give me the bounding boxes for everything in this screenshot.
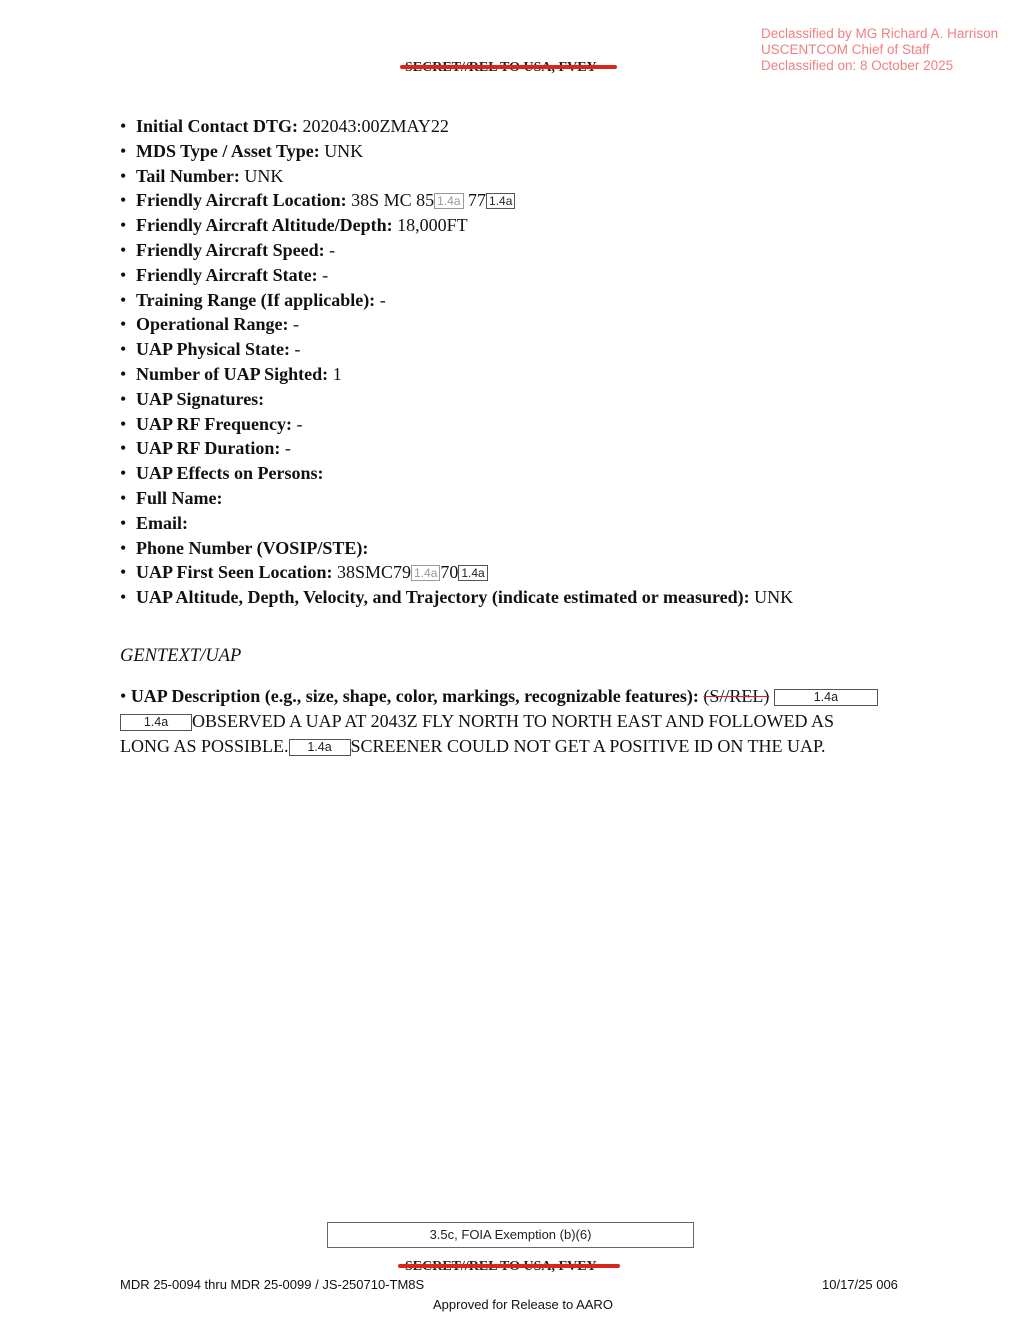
field-uap-rf-frequency: [120, 412, 960, 437]
field-value: -: [294, 339, 301, 360]
field-value: 38S MC 85: [351, 190, 435, 211]
section-heading: GENTEXT/UAP: [120, 646, 242, 666]
field-training-range: [120, 288, 960, 313]
redaction-box: 1.4a: [411, 565, 440, 581]
field-value: 70: [440, 562, 459, 583]
description-label: UAP Description (e.g., size, shape, color, markings, recognizable features):: [130, 686, 699, 706]
bottom-classification-strike: [398, 1264, 620, 1268]
field-label: Phone Number (VOSIP/STE):: [136, 537, 369, 558]
field-label: Number of UAP Sighted:: [136, 363, 329, 384]
description-text: LONG AS POSSIBLE.: [120, 736, 289, 756]
foia-exemption-box: 3.5c, FOIA Exemption (b)(6): [327, 1222, 694, 1248]
field-tail-number: [120, 164, 960, 189]
footer-release-note: Approved for Release to AARO: [433, 1297, 613, 1312]
field-label: Full Name:: [136, 487, 223, 508]
field-label: UAP Altitude, Depth, Velocity, and Trajectory (indicate estimated or measured):: [136, 587, 750, 608]
field-label: Tail Number:: [136, 165, 240, 186]
field-friendly-speed: [120, 238, 960, 263]
field-value: -: [322, 264, 329, 285]
field-value: -: [296, 413, 303, 434]
field-value: -: [329, 239, 336, 260]
field-label: Friendly Aircraft Location:: [136, 190, 347, 211]
declass-line-3: Declassified on: 8 October 2025: [761, 58, 954, 73]
field-friendly-location: [120, 188, 960, 213]
field-email: [120, 511, 960, 536]
field-phone: [120, 536, 960, 561]
field-value: -: [284, 438, 291, 459]
field-friendly-altitude: [120, 213, 960, 238]
field-value: UNK: [244, 165, 284, 186]
field-value: 202043:00ZMAY22: [302, 116, 449, 136]
description-line-1: • UAP Description (e.g., size, shape, color, markings, recognizable features): (S//REL) 1.4a: [120, 684, 910, 709]
field-value: 18,000FT: [397, 215, 468, 236]
redaction-box: 1.4a: [289, 739, 351, 756]
field-uap-signatures: [120, 387, 960, 412]
field-mds-type: [120, 139, 960, 164]
field-label: UAP RF Frequency:: [136, 413, 292, 434]
redaction-box: 1.4a: [486, 193, 515, 209]
field-value: -: [293, 314, 299, 335]
field-label: Operational Range:: [136, 314, 289, 335]
description-text: OBSERVED A UAP AT 2043Z FLY NORTH TO NORTH EAST AND FOLLOWED AS: [192, 711, 834, 731]
field-first-seen-location: [120, 560, 960, 585]
field-label: Friendly Aircraft State:: [136, 264, 318, 285]
field-full-name: [120, 486, 960, 511]
field-value: -: [379, 289, 386, 310]
uap-description: [120, 684, 910, 759]
field-label: UAP First Seen Location:: [136, 562, 333, 583]
description-line-2: [120, 709, 910, 734]
field-label: UAP Signatures:: [136, 388, 265, 409]
field-uap-rf-duration: [120, 436, 960, 461]
field-label: MDS Type / Asset Type:: [136, 140, 320, 161]
field-label: Training Range (If applicable):: [136, 289, 376, 310]
field-uap-effects: [120, 461, 960, 486]
declass-line-1: Declassified by MG Richard A. Harrison: [761, 26, 999, 41]
field-uap-physical-state: [120, 337, 960, 362]
field-value: UNK: [324, 140, 364, 161]
report-field-list: [120, 114, 960, 610]
declassification-stamp: [761, 26, 1011, 74]
field-label: Friendly Aircraft Altitude/Depth:: [136, 215, 393, 236]
description-text: SCREENER COULD NOT GET A POSITIVE ID ON THE UAP.: [350, 736, 826, 756]
field-value: 1: [332, 363, 342, 384]
field-label: Friendly Aircraft Speed:: [136, 239, 325, 260]
field-label: Initial Contact DTG:: [136, 116, 298, 136]
struck-classification-marking: (S//REL): [703, 686, 770, 706]
footer-case-number: MDR 25-0094 thru MDR 25-0099 / JS-250710-TM8S: [120, 1277, 425, 1292]
field-value: 38SMC79: [336, 562, 412, 583]
declass-line-2: USCENTCOM Chief of Staff: [761, 42, 930, 57]
redaction-box: 1.4a: [120, 714, 192, 731]
field-label: UAP RF Duration:: [136, 438, 281, 459]
redaction-box: 1.4a: [434, 193, 463, 209]
description-line-3: [120, 734, 910, 759]
footer-date-code: 10/17/25 006: [822, 1277, 898, 1292]
field-uap-count: [120, 362, 960, 387]
field-label: UAP Physical State:: [136, 339, 290, 360]
field-label: Email:: [136, 512, 188, 533]
field-trajectory: [120, 585, 960, 610]
field-value: 77: [463, 190, 487, 211]
redaction-box: 1.4a: [458, 565, 487, 581]
field-value: UNK: [754, 587, 794, 608]
top-classification-strike: [400, 65, 617, 69]
field-initial-contact: [120, 114, 960, 139]
redaction-box: 1.4a: [774, 689, 878, 706]
field-label: UAP Effects on Persons:: [136, 463, 324, 484]
field-operational-range: [120, 312, 960, 337]
field-friendly-state: [120, 263, 960, 288]
